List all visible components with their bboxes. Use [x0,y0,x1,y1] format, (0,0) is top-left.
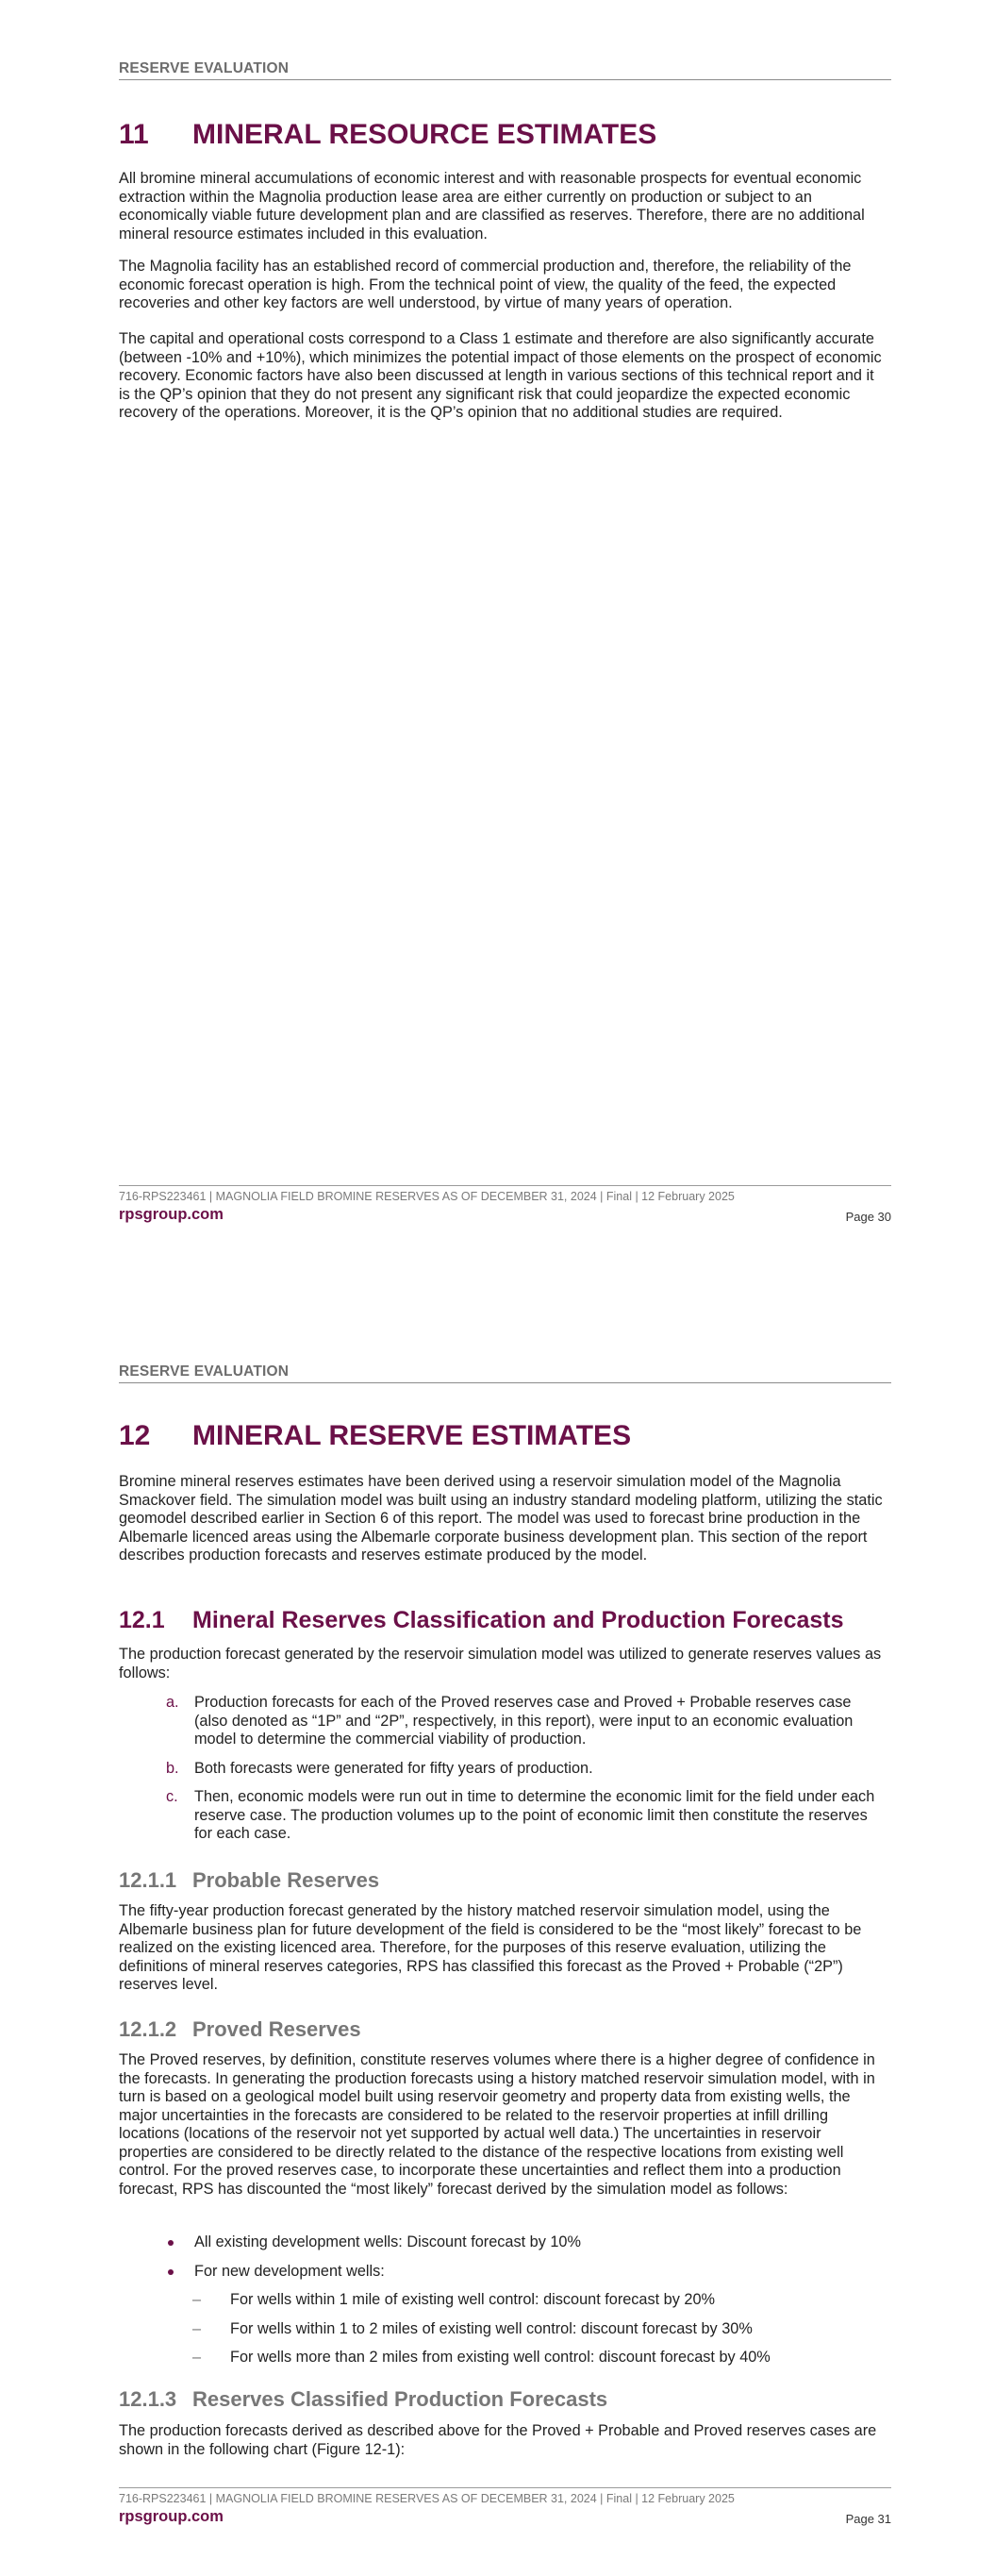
section-number: 12 [119,1420,151,1451]
list-item [119,1760,887,1779]
section-title: MINERAL RESOURCE ESTIMATES [192,119,657,150]
heading-title: Reserves Classified Production Forecasts [192,2387,608,2411]
footer-website-link[interactable]: rpsgroup.com [119,1206,224,1223]
list-item-text: Production forecasts for each of the Proved reserves case and Proved + Probable reserves case (also denoted as “1P” and “2P”, respectively, in this report), were input to an economic evaluation model to determine the commercial viability of production. [194,1694,854,1748]
dash-text: For wells within 1 to 2 miles of existing well control: discount forecast by 30% [230,2319,753,2337]
subsection-number: 12.1 [119,1607,165,1633]
page-number: Page 30 [845,1210,891,1224]
heading-number: 12.1.3 [119,2387,177,2411]
running-header: RESERVE EVALUATION [119,1363,891,1383]
bullet-marker [168,2240,174,2246]
dash-marker: – [192,2291,202,2308]
dash-item [119,2320,887,2339]
page-30 [0,0,995,1279]
heading-12-1-2 [119,2017,361,2042]
heading-title: Probable Reserves [192,1868,380,1892]
subsection-heading-12-1 [119,1607,844,1634]
list-marker: c. [166,1788,178,1805]
list-item [119,1788,887,1844]
heading-12-1-1 [119,1868,379,1893]
dash-marker: – [192,2319,202,2337]
bullet-item [119,2233,887,2252]
heading-12-1-3 [119,2387,607,2412]
bullet-marker [168,2269,174,2275]
list-marker: a. [166,1694,179,1711]
intro-paragraph: Bromine mineral reserves estimates have been derived using a reservoir simulation model of the Magnolia Smackover field. The simulation model was built using an industry standard modeling platform, utilizing the static geomodel described earlier in Section 6 of this report. The model was used to forecast brine production in the Albemarle licenced areas using the Albemarle corporate business development plan. This section of the report describes production forecasts and reserves estimate produced by the model. [119,1473,883,1564]
bullet-item [119,2263,887,2282]
subsection-title: Mineral Reserves Classification and Production Forecasts [192,1607,844,1633]
page-31 [0,1300,995,2576]
proved-reserves-paragraph: The Proved reserves, by definition, constitute reserves volumes where there is a higher degree of confidence in the forecasts. In generating the production forecasts using a history matched reservoir simulation model, with in turn is based on a geological model built using reservoir geometry and property data from existing wells, the major uncertainties in the forecasts are considered to be related to the reservoir properties at infill drilling locations (locations of the reservoir not yet supported by actual well data.) The uncertainties in reservoir properties are considered to be directly related to the distance of the respective locations from existing well control. For the proved reserves case, to incorporate these uncertainties and reflect them into a production forecast, RPS has discounted the “most likely” forecast derived by the simulation model as follows: [119,2051,875,2198]
list-marker: b. [166,1759,179,1777]
page-number: Page 31 [845,2512,891,2526]
section-title: MINERAL RESERVE ESTIMATES [192,1420,632,1451]
section-heading-12 [119,1420,631,1452]
probable-reserves-paragraph: The fifty-year production forecast generated by the history matched reservoir simulation model, using the Albemarle business plan for future development of the field is considered to be the “most likely” forecast to be realized on the existing licenced area. Therefore, for the purposes of this reserve evaluation, utilizing the definitions of mineral reserves categories, RPS has classified this forecast as the Proved + Probable (“2P”) reserves level. [119,1902,862,1993]
running-header: RESERVE EVALUATION [119,60,891,80]
dash-text: For wells within 1 mile of existing well control: discount forecast by 20% [230,2291,715,2308]
dash-marker: – [192,2349,202,2366]
heading-number: 12.1.2 [119,2017,177,2041]
subsection-intro: The production forecast generated by the reservoir simulation model was utilized to generate reserves values as follows: [119,1646,882,1681]
list-item [119,1694,887,1749]
list-item-text: Both forecasts were generated for fifty years of production. [194,1759,593,1777]
paragraph: All bromine mineral accumulations of economic interest and with reasonable prospects for eventual economic extraction within the Magnolia production lease area are either currently on production or subject to an economically viable future development plan and are classified as reserves. Therefore, there are no additional mineral resource estimates included in this evaluation. [119,170,865,243]
section-heading-11 [119,119,656,151]
footer-reference: 716-RPS223461 | MAGNOLIA FIELD BROMINE RESERVES AS OF DECEMBER 31, 2024 | Final | 12 February 2025 [119,2492,735,2505]
list-item-text: Then, economic models were run out in time to determine the economic limit for the field under each reserve case. The production volumes up to the point of economic limit then constitute the reserves for each case. [194,1788,875,1842]
lettered-list [119,1694,887,1854]
dash-text: For wells more than 2 miles from existing well control: discount forecast by 40% [230,2349,771,2366]
footer-divider [119,2487,891,2488]
paragraph: The Magnolia facility has an established record of commercial production and, therefore, the reliability of the economic forecast operation is high. From the technical point of view, the quality of the feed, the expected recoveries and other key factors are well understood, by virtue of many years of operation. [119,258,852,311]
dash-item [119,2349,887,2367]
paragraph: The capital and operational costs correspond to a Class 1 estimate and therefore are also significantly accurate (between -10% and +10%), which minimizes the potential impact of those elements on the prospect of economic recovery. Economic factors have also been discussed at length in various sections of this technical report and it is the QP’s opinion that they do not present any significant risk that could jeopardize the expected economic recovery of the operations. Moreover, it is the QP’s opinion that no additional studies are required. [119,330,882,421]
section-number: 11 [119,119,149,150]
footer-website-link[interactable]: rpsgroup.com [119,2508,224,2525]
footer-reference: 716-RPS223461 | MAGNOLIA FIELD BROMINE RESERVES AS OF DECEMBER 31, 2024 | Final | 12 February 2025 [119,1190,735,1203]
footer-divider [119,1185,891,1186]
classified-forecasts-paragraph: The production forecasts derived as described above for the Proved + Probable and Proved reserves cases are shown in the following chart (Figure 12-1): [119,2422,877,2458]
dash-item [119,2291,887,2310]
heading-number: 12.1.1 [119,1868,177,1892]
heading-title: Proved Reserves [192,2017,361,2041]
bullet-text: For new development wells: [194,2262,385,2280]
discount-list [119,2233,887,2378]
bullet-text: All existing development wells: Discount forecast by 10% [194,2233,581,2250]
